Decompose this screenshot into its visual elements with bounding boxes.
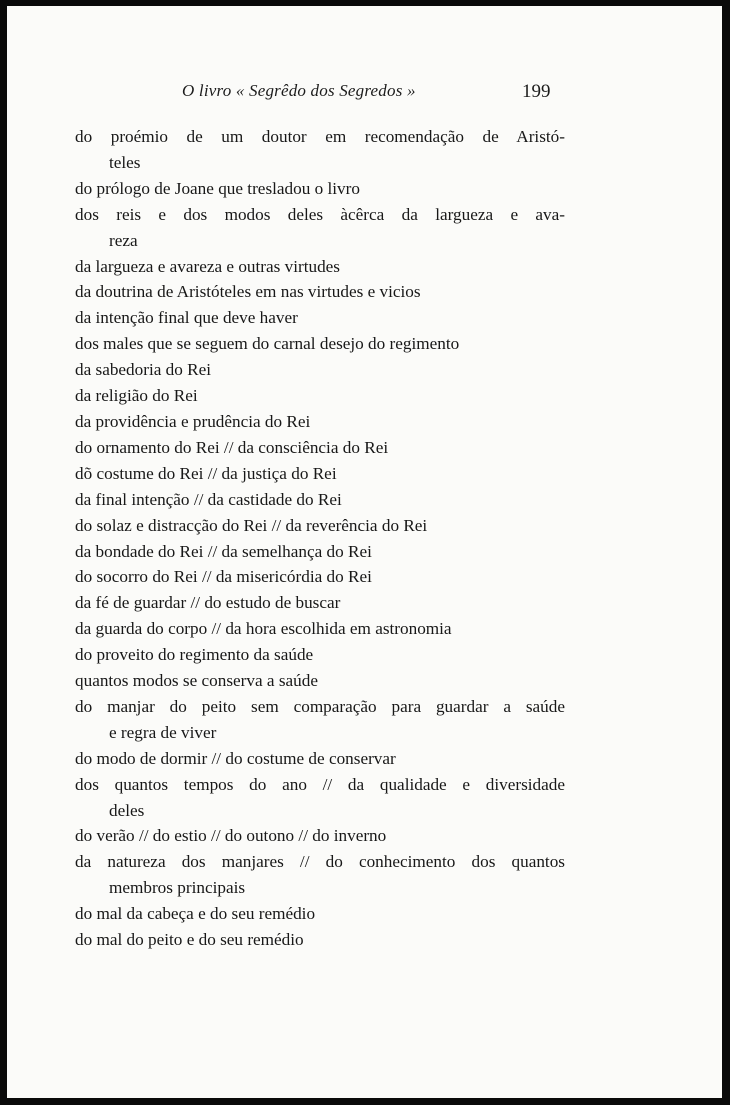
entry-text: da natureza dos manjares // do conhecimento dos quantos: [75, 852, 565, 872]
entry-text: da religião do Rei: [75, 386, 198, 406]
list-item: [75, 254, 565, 280]
entry-continuation: deles: [109, 800, 145, 820]
list-item: [75, 487, 565, 513]
book-page: [7, 6, 722, 1098]
running-header: [7, 81, 722, 107]
header-title: O livro « Segrêdo dos Segredos »: [182, 81, 416, 100]
entry-text: da largueza e avareza e outras virtudes: [75, 256, 340, 276]
list-item: [75, 202, 565, 254]
list-item: [75, 694, 565, 746]
entry-text: quantos modos se conserva a saúde: [75, 671, 318, 691]
entry-text: do manjar do peito sem comparação para guardar a saúde: [75, 696, 565, 716]
list-item: [75, 539, 565, 565]
list-item: [75, 668, 565, 694]
list-item: [75, 331, 565, 357]
entry-continuation: membros principais: [109, 878, 246, 898]
entry-text: da fé de guardar // do estudo de buscar: [75, 593, 341, 613]
list-item: [75, 927, 565, 953]
entry-text: da providência e prudência do Rei: [75, 411, 311, 431]
list-item: [75, 849, 565, 901]
page-number: 199: [522, 81, 551, 102]
entry-continuation: reza: [109, 230, 138, 250]
list-item: [75, 616, 565, 642]
list-item: [75, 642, 565, 668]
list-item: [75, 513, 565, 539]
list-item: [75, 746, 565, 772]
list-item: [75, 409, 565, 435]
entry-text: do mal da cabeça e do seu remédio: [75, 904, 316, 924]
entry-text: do socorro do Rei // da misericórdia do Rei: [75, 567, 372, 587]
entry-continuation: e regra de viver: [109, 722, 217, 742]
entry-text: da bondade do Rei // da semelhança do Rei: [75, 541, 372, 561]
entry-text: dos reis e dos modos deles àcêrca da largueza e ava-: [75, 204, 565, 224]
entry-text: do proveito do regimento da saúde: [75, 645, 314, 665]
entry-text: do mal do peito e do seu remédio: [75, 930, 304, 950]
entry-text: do ornamento do Rei // da consciência do Rei: [75, 437, 389, 457]
entry-text: dõ costume do Rei // da justiça do Rei: [75, 463, 337, 483]
entry-text: da guarda do corpo // da hora escolhida em astronomia: [75, 619, 452, 639]
entry-continuation: teles: [109, 152, 141, 172]
list-item: [75, 823, 565, 849]
entry-text: do verão // do estio // do outono // do inverno: [75, 826, 387, 846]
list-item: [75, 383, 565, 409]
list-item: [75, 564, 565, 590]
entry-text: da doutrina de Aristóteles em nas virtudes e vicios: [75, 282, 421, 302]
list-item: [75, 279, 565, 305]
list-item: [75, 305, 565, 331]
entry-text: da sabedoria do Rei: [75, 360, 212, 380]
list-item: [75, 357, 565, 383]
entry-text: do modo de dormir // do costume de conservar: [75, 748, 396, 768]
list-item: [75, 772, 565, 824]
list-item: [75, 124, 565, 176]
entry-text: da intenção final que deve haver: [75, 308, 298, 328]
chapter-list: [75, 124, 565, 953]
list-item: [75, 461, 565, 487]
list-item: [75, 176, 565, 202]
entry-text: dos males que se seguem do carnal desejo do regimento: [75, 334, 460, 354]
entry-text: do solaz e distracção do Rei // da reverência do Rei: [75, 515, 428, 535]
entry-text: dos quantos tempos do ano // da qualidade e diversidade: [75, 774, 565, 794]
list-item: [75, 901, 565, 927]
entry-text: do proémio de um doutor em recomendação de Aristó-: [75, 127, 565, 146]
list-item: [75, 435, 565, 461]
entry-text: da final intenção // da castidade do Rei: [75, 489, 342, 509]
list-item: [75, 590, 565, 616]
entry-text: do prólogo de Joane que tresladou o livro: [75, 178, 360, 198]
